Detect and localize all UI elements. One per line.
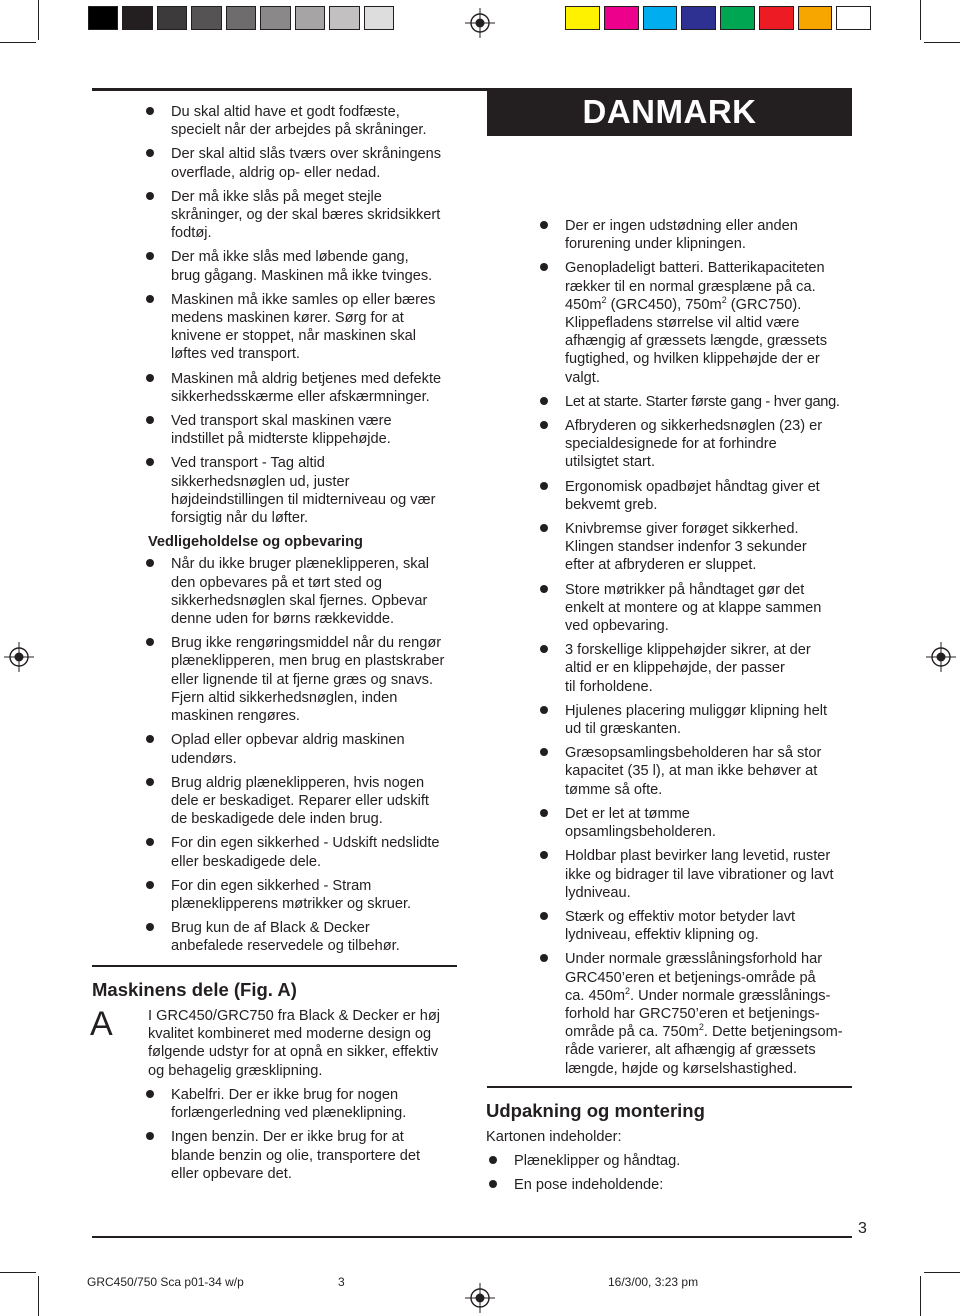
registration-mark-icon <box>465 8 495 38</box>
list-item: Stærk og effektiv motor betyder lavt lydniveau, effektiv klipning og. <box>537 908 867 944</box>
color-swatch <box>88 6 118 30</box>
list-item: Kabelfri. Der er ikke brug for nogen forlængerledning ved plæneklipning. <box>143 1086 473 1122</box>
list-item: Maskinen må aldrig betjenes med defekte sikkerhedsskærme eller afskærmninger. <box>143 370 473 406</box>
normal-sup-1: 2 <box>625 985 631 996</box>
unpack-section <box>486 1128 846 1201</box>
battery-area-a: 450m <box>565 296 602 313</box>
list-item: Holdbar plast bevirker lang levetid, ruster ikke og bidrager til lave vibrationer og lavt lydniveau. <box>537 847 867 902</box>
list-item: Der må ikke slås på meget stejle skråninger, og der skal bæres skridsikkert fodtøj. <box>143 188 473 243</box>
footer-page: 3 <box>338 1275 345 1289</box>
list-item: Oplad eller opbevar aldrig maskinen udendørs. <box>143 731 473 767</box>
list-item: Når du ikke bruger plæneklipperen, skal den opbevares på et tørt sted og sikkerhedsnøglen skal fjernes. Opbevar denne uden for børns rækkevidde. <box>143 555 473 628</box>
unpack-list <box>486 1152 846 1194</box>
battery-sup-b: 2 <box>721 294 727 305</box>
battery-area-end: (GRC750). <box>726 296 802 313</box>
grayscale-bar <box>88 6 398 30</box>
parts-intro: I GRC450/GRC750 fra Black & Decker er høj kvalitet kombineret med moderne design og følgende udstyr for at opnå en sikker, effektiv og behagelig græsklipning. <box>148 1008 440 1079</box>
bottom-rule <box>92 1236 852 1238</box>
list-item: Let at starte. Starter første gang - hver gang. <box>537 393 867 411</box>
list-item: Hjulenes placering muliggør klipning helt ud til græskanten. <box>537 702 867 738</box>
crop-mark <box>38 1276 39 1316</box>
crop-mark <box>920 0 921 40</box>
list-item: Maskinen må ikke samles op eller bæres medens maskinen kører. Sørg for at knivene er stoppet, når maskinen skal løftes ved transport. <box>143 291 473 364</box>
list-item: Plæneklipper og håndtag. <box>486 1152 846 1170</box>
color-swatch <box>260 6 290 30</box>
crop-mark <box>0 42 36 43</box>
registration-mark-icon <box>926 642 956 672</box>
list-item: Brug aldrig plæneklipperen, hvis nogen dele er beskadiget. Reparer eller udskift de beskadigede dele inden brug. <box>143 774 473 829</box>
list-item: Brug kun de af Black & Decker anbefalede reservedele og tilbehør. <box>143 919 473 955</box>
parts-section-rule <box>92 965 457 967</box>
battery-area-mid: (GRC450), 750m <box>606 296 722 313</box>
safety-list <box>143 103 473 527</box>
list-item: Knivbremse giver forøget sikkerhed. Klingen standser indenfor 3 sekunder efter at afbryderen er sluppet. <box>537 520 867 575</box>
list-item: Ved transport skal maskinen være indstillet på midterste klippehøjde. <box>143 412 473 448</box>
unpack-intro: Kartonen indeholder: <box>486 1129 622 1145</box>
color-swatch <box>157 6 187 30</box>
crop-mark <box>924 42 960 43</box>
normal-sup-2: 2 <box>698 1022 704 1033</box>
list-item <box>537 950 867 1077</box>
list-item: Ergonomisk opadbøjet håndtag giver et bekvemt greb. <box>537 478 867 514</box>
registration-mark-icon <box>4 642 34 672</box>
normal-conditions-1: Under normale græsslåningsforhold har GRC450’eren et betjenings-område på ca. 450m <box>565 951 823 1004</box>
color-swatch <box>329 6 359 30</box>
color-swatch <box>295 6 325 30</box>
list-item: For din egen sikkerhed - Stram plæneklipperens møtrikker og skruer. <box>143 877 473 913</box>
color-swatch <box>798 6 833 30</box>
list-item: Der skal altid slås tværs over skråningens overflade, aldrig op- eller nedad. <box>143 145 473 181</box>
normal-conditions-2: . Under normale græsslånings- forhold har GRC750’eren et betjenings- område på ca. 750m <box>565 987 831 1041</box>
list-item: Der er ingen udstødning eller anden forurening under klipningen. <box>537 217 867 253</box>
parts-list <box>143 1086 473 1183</box>
maintenance-list <box>143 555 473 955</box>
color-swatch <box>604 6 639 30</box>
crop-mark <box>0 1272 36 1273</box>
color-swatch <box>191 6 221 30</box>
features-list <box>537 217 867 1078</box>
battery-sup-a: 2 <box>601 294 607 305</box>
list-item: Det er let at tømme opsamlingsbeholderen. <box>537 805 867 841</box>
list-item: For din egen sikkerhed - Udskift nedslidte eller beskadigede dele. <box>143 834 473 870</box>
parts-heading: Maskinens dele (Fig. A) <box>92 979 297 1000</box>
battery-rest: Klippefladens størrelse vil altid være afhængig af græssets længde, græssets fugtighed, og hvilken klippehøjde der er valgt. <box>565 315 828 386</box>
list-item: Store møtrikker på håndtaget gør det enkelt at montere og at klappe sammen ved opbevaring. <box>537 581 867 636</box>
list-item: Brug ikke rengøringsmiddel når du rengør plæneklipperen, men brug en plastskraber eller lignende til at fjerne græs og snavs. Fjern altid sikkerhedsnøglen, inden maskinen rengøres. <box>143 634 473 725</box>
color-bar <box>565 6 875 30</box>
list-item: Græsopsamlingsbeholderen har så stor kapacitet (35 l), at man ikke behøver at tømme så ofte. <box>537 744 867 799</box>
color-swatch <box>836 6 871 30</box>
footer-file: GRC450/750 Sca p01-34 w/p <box>87 1275 244 1289</box>
color-swatch <box>643 6 678 30</box>
list-item: Ingen benzin. Der er ikke brug for at blande benzin og olie, transportere det eller opbevare det. <box>143 1128 473 1183</box>
list-item: Du skal altid have et godt fodfæste, specielt når der arbejdes på skråninger. <box>143 103 473 139</box>
crop-mark <box>920 1276 921 1316</box>
list-item: Der må ikke slås med løbende gang, brug gågang. Maskinen må ikke tvinges. <box>143 248 473 284</box>
crop-mark <box>38 0 39 40</box>
footer-date: 16/3/00, 3:23 pm <box>608 1275 699 1289</box>
color-swatch <box>565 6 600 30</box>
maintenance-heading: Vedligeholdelse og opbevaring <box>148 534 363 551</box>
left-column <box>143 103 473 962</box>
unpack-heading: Udpakning og montering <box>486 1100 705 1121</box>
right-column <box>537 217 867 1084</box>
color-swatch <box>122 6 152 30</box>
color-swatch <box>364 6 394 30</box>
color-swatch <box>226 6 256 30</box>
page-number: 3 <box>858 1220 867 1237</box>
list-item <box>537 259 867 386</box>
unpack-section-rule <box>487 1086 852 1088</box>
color-swatch <box>759 6 794 30</box>
registration-mark-icon <box>465 1283 495 1313</box>
page-title: DANMARK <box>487 88 852 136</box>
normal-conditions-3: . Dette betjeningsom- råde varierer, alt afhængig af græssets længde, højde og kørselshastighed. <box>565 1024 843 1077</box>
crop-mark <box>924 1272 960 1273</box>
color-swatch <box>720 6 755 30</box>
list-item: En pose indeholdende: <box>486 1176 846 1194</box>
color-swatch <box>681 6 716 30</box>
list-item: Afbryderen og sikkerhedsnøglen (23) er specialdesignede for at forhindre utilsigtet start. <box>537 417 867 472</box>
list-item: Ved transport - Tag altid sikkerhedsnøglen ud, juster højdeindstillingen til midterniveau og vær forsigtig når du løfter. <box>143 454 473 527</box>
parts-letter: A <box>90 1005 113 1043</box>
parts-section <box>148 1007 468 1086</box>
parts-list-wrap <box>143 1086 473 1189</box>
battery-text: Genopladeligt batteri. Batterikapaciteten rækker til en normal græsplæne på ca. <box>565 260 825 295</box>
list-item: 3 forskellige klippehøjder sikrer, at der altid er en klippehøjde, der passer til forholdene. <box>537 641 867 696</box>
